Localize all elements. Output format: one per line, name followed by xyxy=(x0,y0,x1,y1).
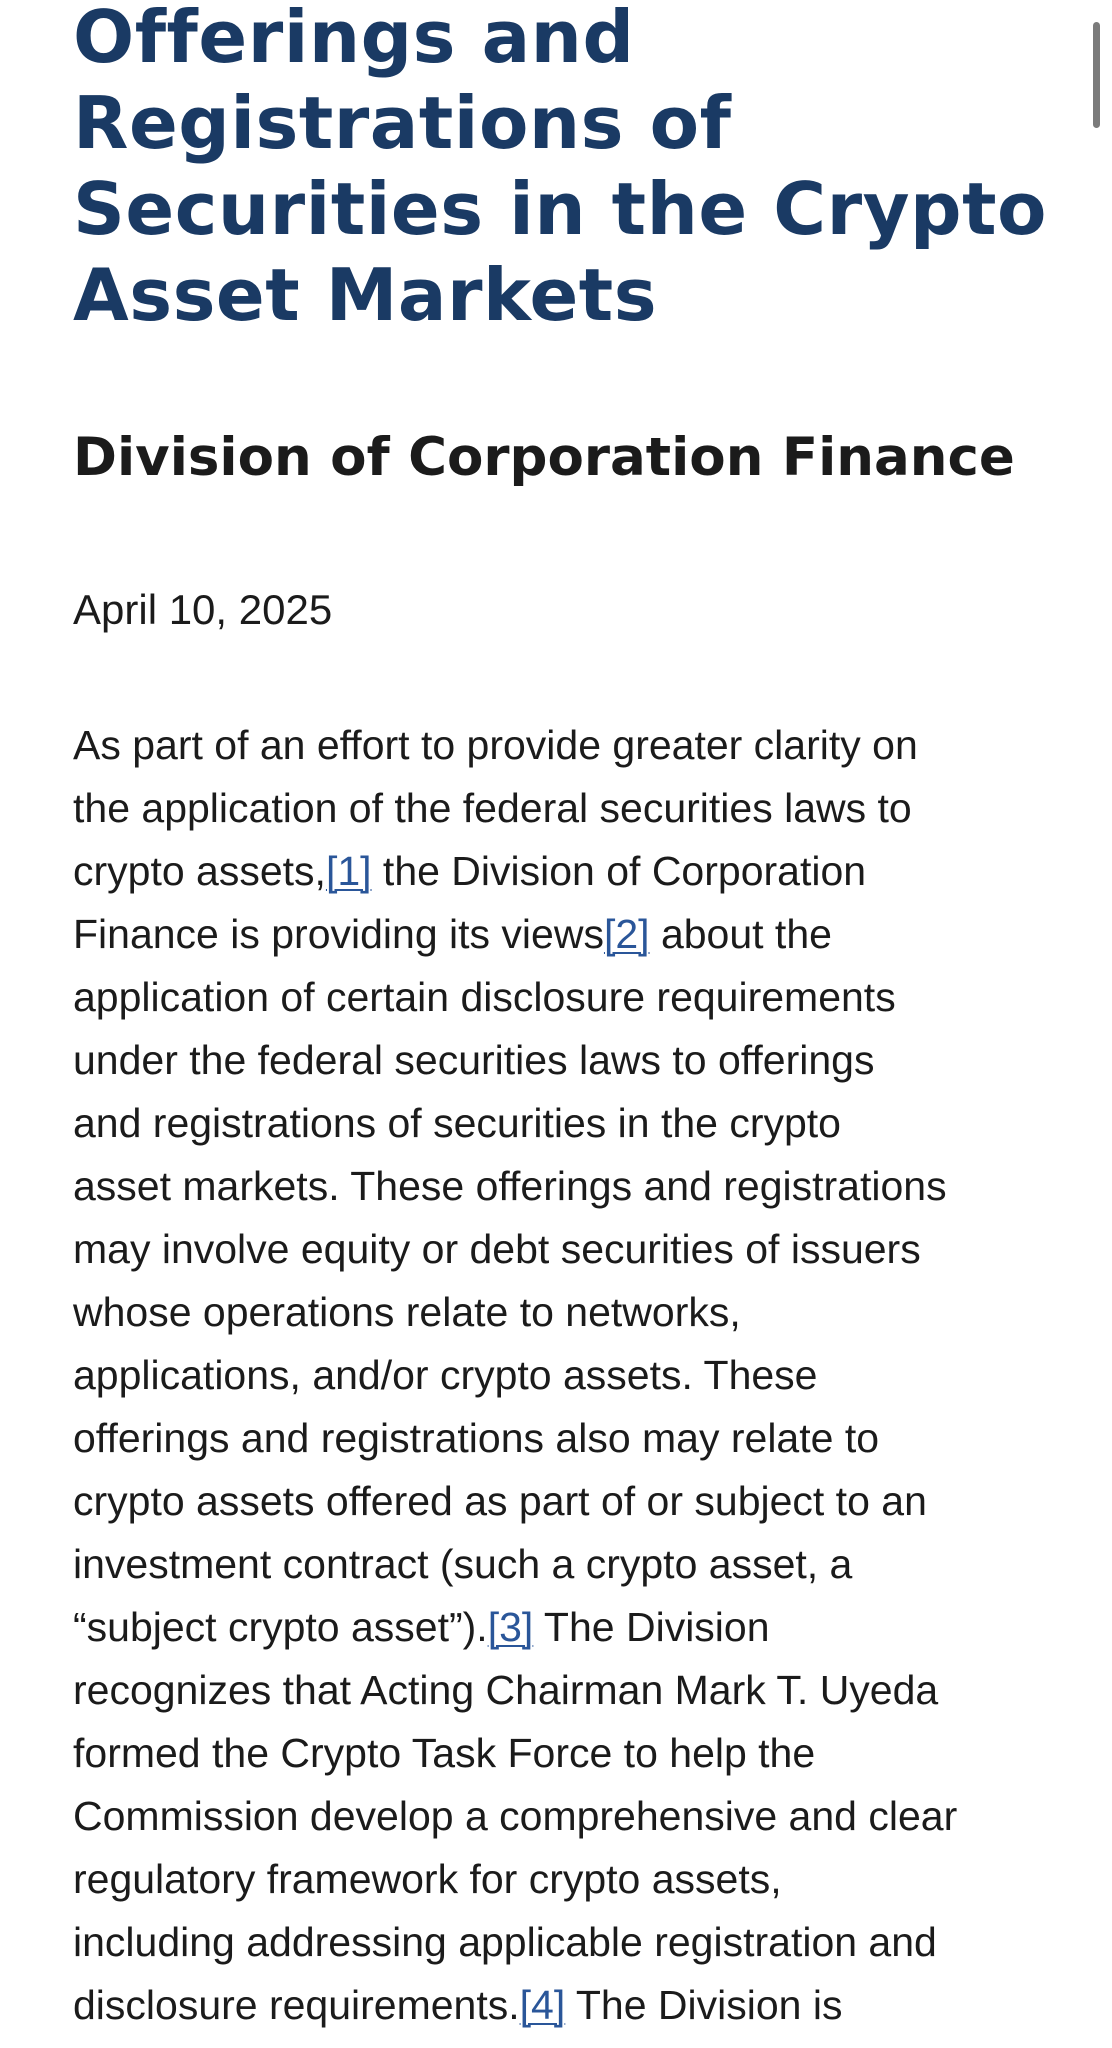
title-line: Asset Markets xyxy=(73,253,658,337)
body-line: crypto assets offered as part of or subject to an xyxy=(73,1478,927,1524)
body-text-segment: about the xyxy=(649,911,832,957)
body-text-segment: the Division of Corporation xyxy=(371,848,867,894)
footnote-link-2[interactable]: [2] xyxy=(603,911,650,957)
body-line: and registrations of securities in the crypto xyxy=(73,1100,841,1146)
title-line: Registrations of xyxy=(73,81,732,165)
body-line: regulatory framework for crypto assets, xyxy=(73,1856,782,1902)
body-text-segment: crypto assets, xyxy=(73,848,326,894)
body-line: application of certain disclosure requirements xyxy=(73,974,896,1020)
body-line xyxy=(73,840,1053,903)
body-text-segment: The Division xyxy=(533,1604,770,1650)
body-text-segment: Finance is providing its views xyxy=(73,911,604,957)
publication-date: April 10, 2025 xyxy=(73,586,333,633)
body-line: Commission develop a comprehensive and clear xyxy=(73,1793,958,1839)
body-text-segment: The Division is xyxy=(565,1982,843,2028)
body-line: As part of an effort to provide greater clarity on xyxy=(73,722,918,768)
footnote-link-3[interactable]: [3] xyxy=(487,1604,534,1650)
title-line: Securities in the Crypto xyxy=(73,167,1047,251)
body-line: asset markets. These offerings and registrations xyxy=(73,1163,947,1209)
body-line: formed the Crypto Task Force to help the xyxy=(73,1730,816,1776)
title-line: Offerings and xyxy=(73,0,635,79)
body-line: offerings and registrations also may relate to xyxy=(73,1415,880,1461)
body-line: investment contract (such a crypto asset, a xyxy=(73,1541,853,1587)
body-line: the application of the federal securities laws to xyxy=(73,785,912,831)
body-line: recognizes that Acting Chairman Mark T. Uyeda xyxy=(73,1667,939,1713)
division-heading: Division of Corporation Finance xyxy=(73,427,1015,488)
body-line xyxy=(73,1596,1053,1659)
body-line xyxy=(73,903,1053,966)
page-title xyxy=(73,0,1073,338)
document-page xyxy=(73,0,1073,2028)
body-line: whose operations relate to networks, xyxy=(73,1289,741,1335)
body-line: under the federal securities laws to offerings xyxy=(73,1037,875,1083)
body-line: may involve equity or debt securities of issuers xyxy=(73,1226,921,1272)
body-line: applications, and/or crypto assets. These xyxy=(73,1352,818,1398)
footnote-link-4[interactable]: [4] xyxy=(519,1982,566,2028)
footnote-link-1[interactable]: [1] xyxy=(325,848,372,894)
body-text-segment: disclosure requirements. xyxy=(73,1982,520,2028)
scrollbar-thumb[interactable] xyxy=(1093,22,1100,128)
body-line xyxy=(73,1974,1053,2037)
body-text-segment: “subject crypto asset”). xyxy=(73,1604,488,1650)
body-paragraph xyxy=(73,714,1053,2037)
body-line: including addressing applicable registration and xyxy=(73,1919,937,1965)
